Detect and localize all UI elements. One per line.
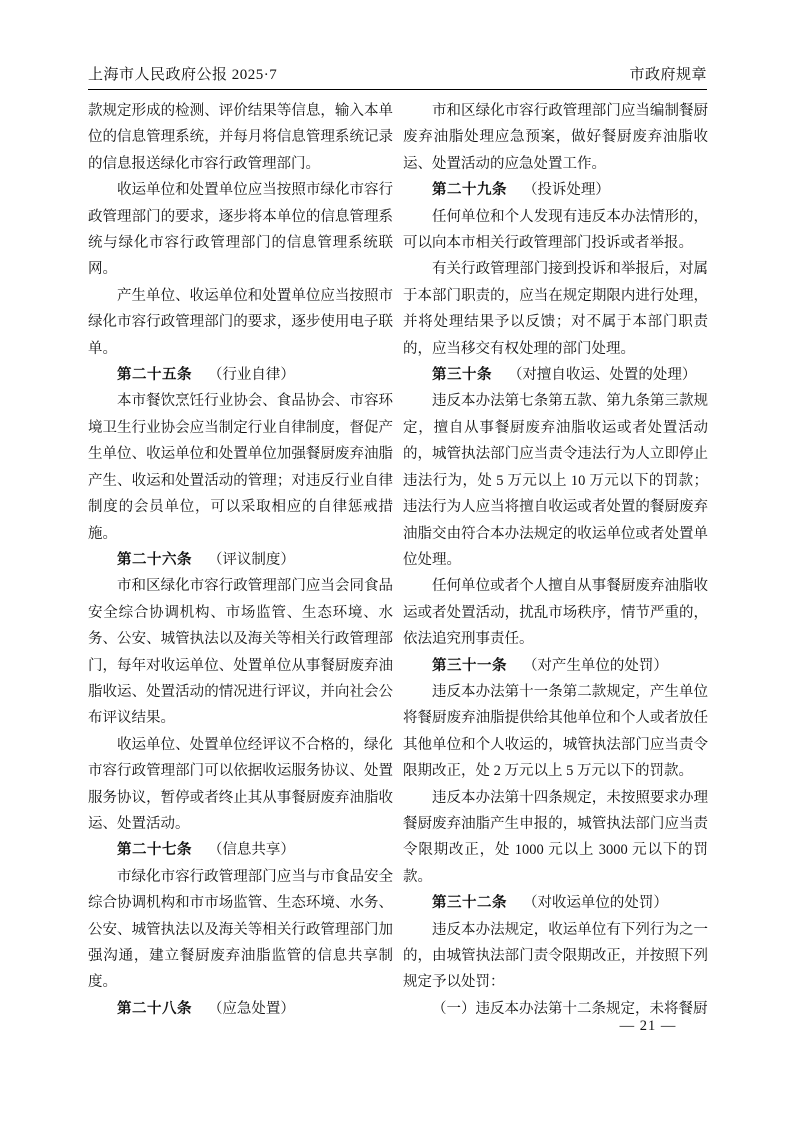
paragraph: 收运单位和处置单位应当按照市绿化市容行政管理部门的要求，逐步将本单位的信息管理系统与绿化市容行政管理部门的信息管理系统联网。: [88, 182, 393, 278]
article-number: 第二十七条: [117, 842, 192, 859]
article-heading: [403, 653, 708, 679]
article-title: （对擅自收运、处置的处理）: [507, 367, 697, 384]
article-number: 第二十八条: [117, 1000, 192, 1017]
article-title: （评议制度）: [207, 551, 295, 568]
paragraph: 违反本办法第七条第五款、第九条第三款规定，擅自从事餐厨废弃油脂收运或者处置活动的，城管执法部门应当责令违法行为人立即停止违法行为，处 5 万元以上 10 万元以下的罚款；违法行为人应当将擅自收运或者处置的餐厨废弃油脂交由符合本办法规定的收运单位或者处置单位处理。: [403, 393, 708, 568]
article-number: 第二十九条: [432, 182, 507, 199]
right-column: [403, 98, 708, 1022]
paragraph: （一）违反本办法第十二条规定，未将餐厨: [432, 1000, 708, 1017]
paragraph: 收运单位、处置单位经评议不合格的，绿化市容行政管理部门可以依据收运服务协议、处置服务协议，暂停或者终止其从事餐厨废弃油脂收运、处置活动。: [88, 736, 393, 832]
article-title: （对产生单位的处罚）: [522, 657, 668, 674]
article-heading: [403, 177, 708, 203]
section-label: 市政府规章: [629, 67, 707, 83]
paragraph: 违反本办法规定，收运单位有下列行为之一的，由城管执法部门责令限期改正，并按照下列规定予以处罚：: [403, 921, 708, 991]
article-heading: [88, 996, 393, 1022]
paragraph: 市和区绿化市容行政管理部门应当会同食品安全综合协调机构、市场监管、生态环境、水务、公安、城管执法以及海关等相关行政管理部门，每年对收运单位、处置单位从事餐厨废弃油脂收运、处置活动的情况进行评议，并向社会公布评议结果。: [88, 578, 393, 727]
paragraph: 款规定形成的检测、评价结果等信息，输入本单位的信息管理系统，并每月将信息管理系统记录的信息报送绿化市容行政管理部门。: [88, 103, 393, 172]
article-heading: [403, 362, 708, 388]
article-title: （投诉处理）: [522, 182, 610, 199]
article-title: （应急处置）: [207, 1000, 295, 1017]
paragraph: 任何单位或者个人擅自从事餐厨废弃油脂收运或者处置活动，扰乱市场秩序，情节严重的，依法追究刑事责任。: [403, 578, 708, 648]
page-footer: [598, 1018, 698, 1035]
article-title: （行业自律）: [207, 367, 295, 384]
document-body: [88, 98, 708, 1022]
article-number: 第三十二条: [432, 895, 507, 912]
article-title: （对收运单位的处罚）: [522, 895, 668, 912]
article-number: 第三十条: [432, 367, 492, 384]
article-number: 第二十五条: [117, 367, 192, 384]
article-number: 第二十六条: [117, 551, 192, 568]
article-heading: [88, 547, 393, 573]
left-column: [88, 98, 393, 1022]
paragraph: 市和区绿化市容行政管理部门应当编制餐厨废弃油脂处理应急预案，做好餐厨废弃油脂收运、处置活动的应急处置工作。: [403, 103, 708, 172]
paragraph: 违反本办法第十一条第二款规定，产生单位将餐厨废弃油脂提供给其他单位和个人或者放任其他单位和个人收运的，城管执法部门应当责令限期改正，处 2 万元以上 5 万元以下的罚款。: [403, 683, 708, 780]
paragraph: 任何单位和个人发现有违反本办法情形的，可以向本市相关行政管理部门投诉或者举报。: [403, 208, 708, 252]
header-rule: [88, 89, 707, 90]
paragraph: 违反本办法第十四条规定，未按照要求办理餐厨废弃油脂产生申报的，城管执法部门应当责令限期改正，处 1000 元以上 3000 元以下的罚款。: [403, 789, 708, 885]
paragraph: 有关行政管理部门接到投诉和举报后，对属于本部门职责的，应当在规定期限内进行处理，并将处理结果予以反馈；对不属于本部门职责的，应当移交有权处理的部门处理。: [403, 261, 708, 357]
article-title: （信息共享）: [207, 842, 295, 859]
article-heading: [403, 890, 708, 916]
article-heading: [88, 362, 393, 388]
article-heading: [88, 837, 393, 863]
paragraph: 产生单位、收运单位和处置单位应当按照市绿化市容行政管理部门的要求，逐步使用电子联单。: [88, 287, 393, 357]
paragraph: 市绿化市容行政管理部门应当与市食品安全综合协调机构和市市场监管、生态环境、水务、公安、城管执法以及海关等相关行政管理部门加强沟通，建立餐厨废弃油脂监管的信息共享制度。: [88, 868, 393, 991]
paragraph: 本市餐饮烹饪行业协会、食品协会、市容环境卫生行业协会应当制定行业自律制度，督促产生单位、收运单位和处置单位加强餐厨废弃油脂产生、收运和处置活动的管理；对违反行业自律制度的会员单位，可以采取相应的自律惩戒措施。: [88, 393, 393, 542]
page-number: — 21 —: [619, 1018, 677, 1034]
gazette-title: 上海市人民政府公报 2025·7: [88, 67, 278, 83]
article-number: 第三十一条: [432, 657, 507, 674]
page-header: [88, 63, 707, 84]
